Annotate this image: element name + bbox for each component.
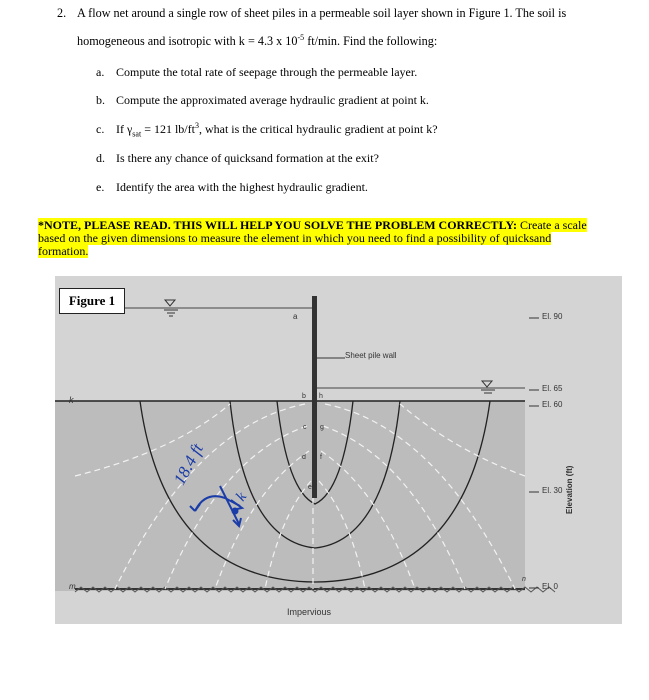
elevation-axis-label: Elevation (ft) xyxy=(565,465,574,514)
sub-question-a: a. Compute the total rate of seepage through the permeable layer. xyxy=(96,65,418,79)
question-line1: A flow net around a single row of sheet piles in a permeable soil layer shown in Figure 1. The soil is xyxy=(77,6,567,20)
sheet-pile-label: Sheet pile wall xyxy=(345,351,397,360)
point-k: k xyxy=(69,395,74,405)
note-bold: *NOTE, PLEASE READ. THIS WILL HELP YOU SOLVE THE PROBLEM CORRECTLY: xyxy=(38,218,518,232)
point-f: f xyxy=(320,454,322,461)
elevation-90: El. 90 xyxy=(542,312,563,321)
sub-question-e: e. Identify the area with the highest hydraulic gradient. xyxy=(96,180,368,194)
point-n: n xyxy=(522,576,526,583)
sub-question-c: c. If $\gamma_{sat} = 121$ $lb/ft^3$, what is the critical hydraulic gradient at point k? xyxy=(96,121,438,139)
note-text: Create a scale based on the given dimensions to measure the element in which you need to find a possibility of quicksand formation. xyxy=(38,218,587,258)
handwritten-dimension: 18.4 ft xyxy=(169,440,207,488)
elevation-65: El. 65 xyxy=(542,384,563,393)
impervious-label: Impervious xyxy=(287,607,332,617)
point-g: g xyxy=(320,424,324,431)
elevation-0: El. 0 xyxy=(542,582,559,591)
figure-1 xyxy=(55,276,622,624)
point-b: b xyxy=(302,393,306,400)
question-heading xyxy=(57,5,637,21)
point-a: a xyxy=(293,312,298,321)
elevation-30: El. 30 xyxy=(542,486,563,495)
sub-question-d: d. Is there any chance of quicksand formation at the exit? xyxy=(96,151,379,165)
point-e: e xyxy=(308,484,312,491)
figure-label: Figure 1 xyxy=(59,288,125,314)
point-i: i xyxy=(314,378,316,385)
question-number: 2. xyxy=(57,6,67,20)
handwritten-k: k xyxy=(233,489,251,505)
point-d: d xyxy=(302,454,306,461)
note-paragraph xyxy=(38,219,603,258)
point-m: m xyxy=(69,582,76,591)
elevation-60: El. 60 xyxy=(542,400,563,409)
point-h: h xyxy=(319,393,323,400)
point-c: c xyxy=(303,424,307,431)
sub-question-b: b. Compute the approximated average hydraulic gradient at point k. xyxy=(96,93,429,107)
flow-net-diagram xyxy=(55,276,622,624)
sheet-pile-wall xyxy=(312,296,317,498)
question-line2: homogeneous and isotropic with k = 4.3 x $10^{-5}$ ft/min. Find the following: xyxy=(77,32,438,48)
